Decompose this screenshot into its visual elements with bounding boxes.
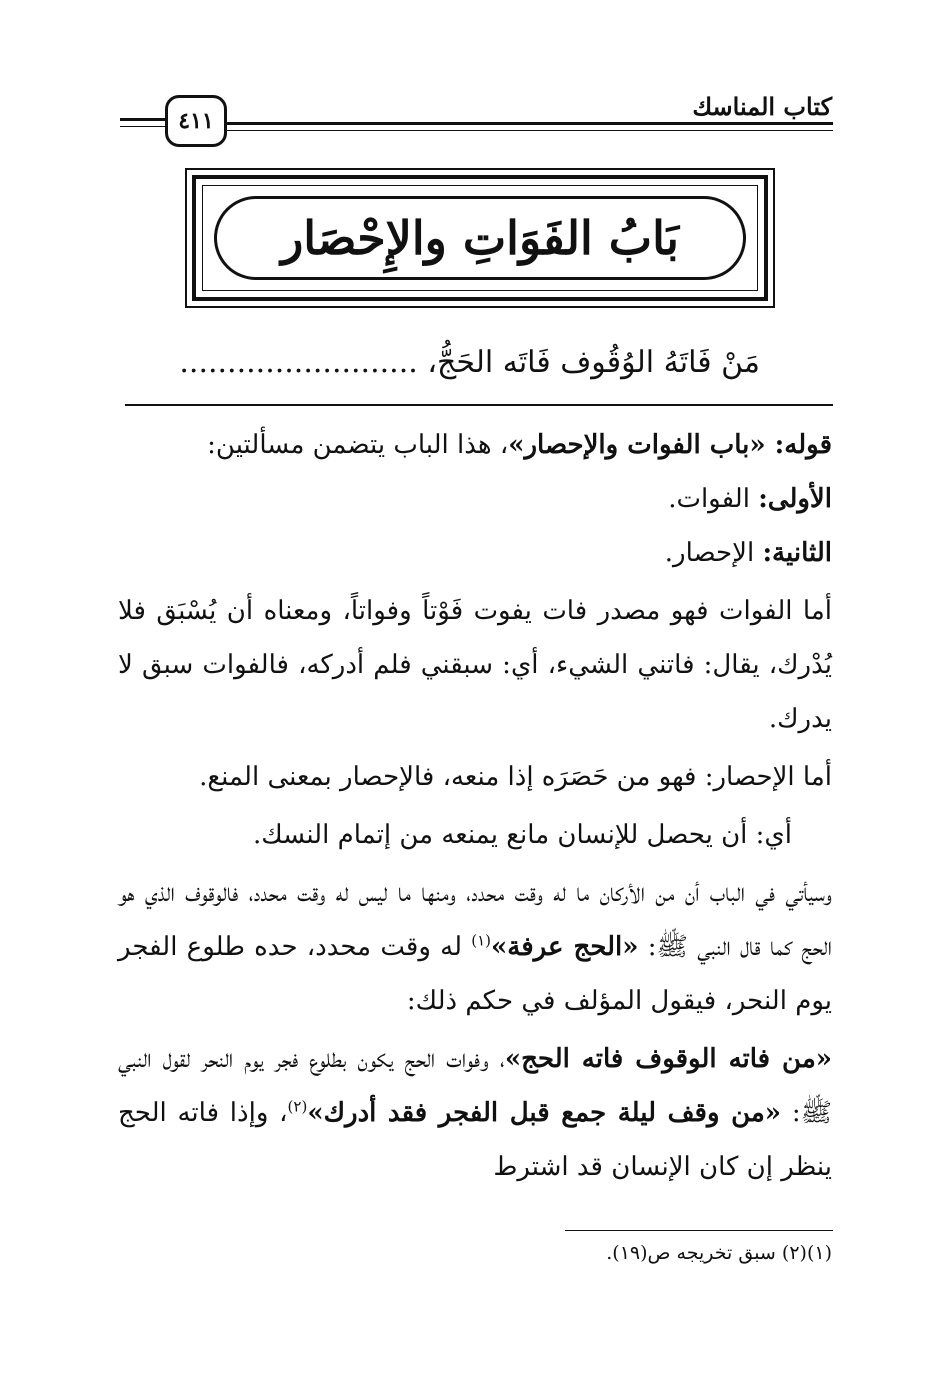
chapter-title: بَابُ الفَوَاتِ والإِحْصَار xyxy=(281,211,679,265)
paragraph-text: الإحصار. xyxy=(664,538,763,568)
paragraph-text: الفوات. xyxy=(668,484,759,514)
footnote: (١)(٢) سبق تخريجه ص(١٩). xyxy=(606,1242,832,1264)
paragraph: أما الإحصار: فهو من حَصَرَه إذا منعه، فالإحصار بمعنى المنع. xyxy=(199,762,832,792)
paragraph-text: له وقت محدد، حده طلوع الفجر يوم النحر، فيقول المؤلف في حكم ذلك: xyxy=(118,932,832,1016)
title-frame-pill xyxy=(214,196,746,280)
footnote-divider xyxy=(565,1230,833,1231)
paragraph xyxy=(118,866,832,1028)
header-rule xyxy=(120,118,165,121)
paragraph xyxy=(118,526,832,580)
paragraph: أما الفوات فهو مصدر فات يفوت فَوْتاً وفواتاً، ومعناه أن يُسْبَق فلا يُدْرك، يقال: فاتني الشيء، أي: سبقني فلم أدركه، فالفوات سبق لا يدرك. xyxy=(118,596,832,734)
footnote-ref: (١) xyxy=(471,931,492,950)
footnote-ref: (٢) xyxy=(287,1097,308,1116)
matn-quote: «من فاته الوقوف فاته الحج» xyxy=(504,1044,832,1074)
paragraph-text: ، وفوات الحج يكون بطلوع فجر يوم النحر لقول النبي ﷺ: xyxy=(118,1044,832,1128)
paragraph: أي: أن يحصل للإنسان مانع يمنعه من إتمام النسك. xyxy=(252,820,792,850)
commentary-body xyxy=(118,418,832,1194)
header-rule xyxy=(227,130,833,131)
matn-divider xyxy=(125,404,833,406)
running-title: كتاب المناسك xyxy=(692,92,832,121)
paragraph xyxy=(118,1032,832,1194)
header-rule xyxy=(227,122,833,125)
paragraph-text: ، هذا الباب يتضمن مسألتين: xyxy=(207,430,509,460)
bold-heading: الأولى: xyxy=(758,484,832,514)
paragraph xyxy=(118,472,832,526)
paragraph xyxy=(118,418,832,472)
paragraph-text: ، وإذا فاته الحج ينظر إن كان الإنسان قد اشترط xyxy=(118,1098,832,1182)
bold-heading: قوله: «باب الفوات والإحصار» xyxy=(508,430,832,460)
page-number: ٤١١ xyxy=(165,95,227,147)
paragraph-text: وسيأتي في الباب أن من الأركان ما له وقت محدد، ومنها ما ليس له وقت محدد، فالوقوف الذي هو الحج كما قال النبي ﷺ: xyxy=(118,878,832,962)
hadith-quote: «الحج عرفة» xyxy=(491,932,639,962)
header-rule xyxy=(120,126,165,127)
bold-heading: الثانية: xyxy=(762,538,832,568)
hadith-quote: «من وقف ليلة جمع قبل الفجر فقد أدرك» xyxy=(307,1098,782,1128)
matn-text: مَنْ فَاتَهُ الوُقُوف فَاتَه الحَجُّ، ......................... xyxy=(179,345,760,380)
